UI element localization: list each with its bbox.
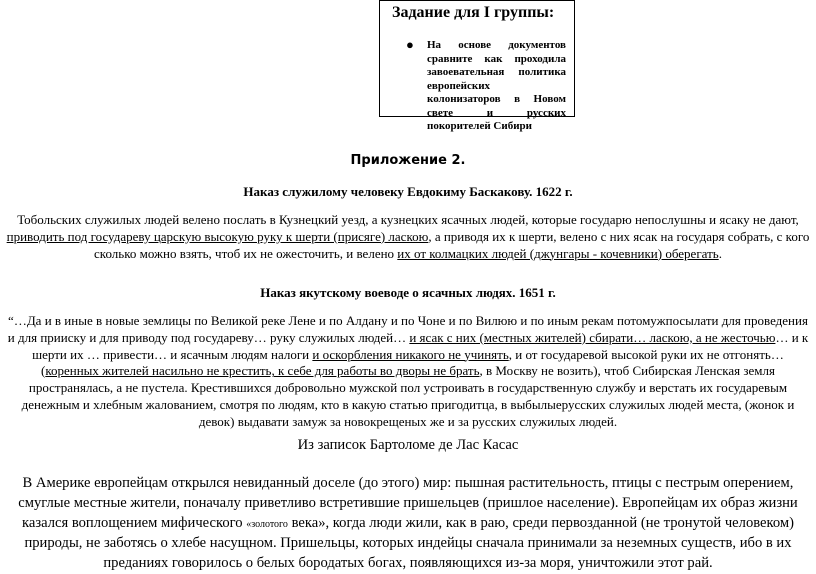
doc2-text-part: , в Москву не возить), чтоб Сибирская Ленская земля пространялась, а не пустела. Крестившихся добровольно мужской пол устроивать в государственную службу и верстать их государевым денежным и хлебным жалованием, смотря по людям, кто в какую статью пригодитца, в выбылыерусских служилых людей места, (жонок и девок) выдавати замуж за новокрещеных же и за русских служилых людей. bbox=[21, 363, 795, 429]
appendix-label: Приложение 2. bbox=[350, 153, 466, 168]
doc3-text-part: века», когда люди жили, как в раю, среди первозданной (не тронутой человеком) природы, не заботясь о хлебе насущном. Пришельцы, которых индейцы сначала принимали за неземных существ, ибо в их преданиях говорилось о белых бородатых богах, появляющихся из-за моря, уничтожили этот рай. bbox=[24, 514, 794, 572]
doc1-underlined-text: приводить под государеву царскую высокую руку к шерти (присяге) ласкою bbox=[6, 228, 429, 244]
doc1-text-part: Тобольских служилых людей велено послать в Кузнецкий уезд, а кузнецких ясачных людей, которые государю непослушны и ясаку не дают, bbox=[17, 212, 799, 227]
task-title: Задание для I группы: bbox=[392, 4, 555, 21]
doc2-text-part: , и от государевой высокой руки их не отгонять… ( bbox=[40, 346, 784, 379]
doc1-underlined-text: их от колмацких людей (джунгары - кочевники) оберегать bbox=[397, 245, 719, 261]
doc3-small-text: «золотого bbox=[246, 518, 288, 530]
doc1-heading: Наказ служилому человеку Евдокиму Баскакову. 1622 г. bbox=[243, 184, 573, 199]
doc1-text-part: , а приводя их к шерти, велено с них ясак на государя собрать, с кого сколько можно взять, чтоб их не ожесточить, и велено bbox=[94, 228, 810, 261]
bullet-icon: ● bbox=[406, 37, 414, 52]
doc2-underlined-text: коренных жителей насильно не крестить, к себе для работы во дворы не брать bbox=[45, 363, 480, 379]
doc3-text-part: В Америке европейцам открылся невиданный доселе (до этого) мир: пышная растительность, птицы с пестрым оперением, смуглые местные жители, поначалу приветливо встретившие пришельцев (пришлое население). Европейцам их образ жизни казался воплощением мифического bbox=[18, 475, 798, 531]
doc1-text bbox=[0, 212, 816, 262]
doc1-text-part: . bbox=[718, 245, 722, 261]
doc2-text-part: … и к шерти их … привести… и ясачным людям налоги bbox=[32, 329, 809, 362]
task-text: На основе документов сравните как проходила завоевательная политика европейских колонизаторов в Новом свете и русских покорителей Сибири bbox=[427, 39, 566, 132]
doc2-text bbox=[4, 313, 812, 431]
doc2-underlined-text: и ясак с них (местных жителей) сбирати… ласкою, а не жесточью bbox=[409, 329, 776, 345]
doc2-heading: Наказ якутскому воеводе о ясачных людях. 1651 г. bbox=[260, 285, 556, 300]
doc2-text-part: “…Да и в иные в новые землицы по Великой реке Лене и по Алдану и по Чоне и по Вилюю и по иным рекам потомужпосылати для проведения и для прииску и для приводу под государеву… руку служилых людей… bbox=[7, 313, 808, 345]
doc2-underlined-text: и оскорбления никакого не учинять bbox=[312, 346, 509, 362]
doc3-heading: Из записок Бартоломе де Лас Касас bbox=[297, 437, 519, 453]
task-box bbox=[379, 0, 575, 132]
task-list-item bbox=[392, 39, 566, 134]
